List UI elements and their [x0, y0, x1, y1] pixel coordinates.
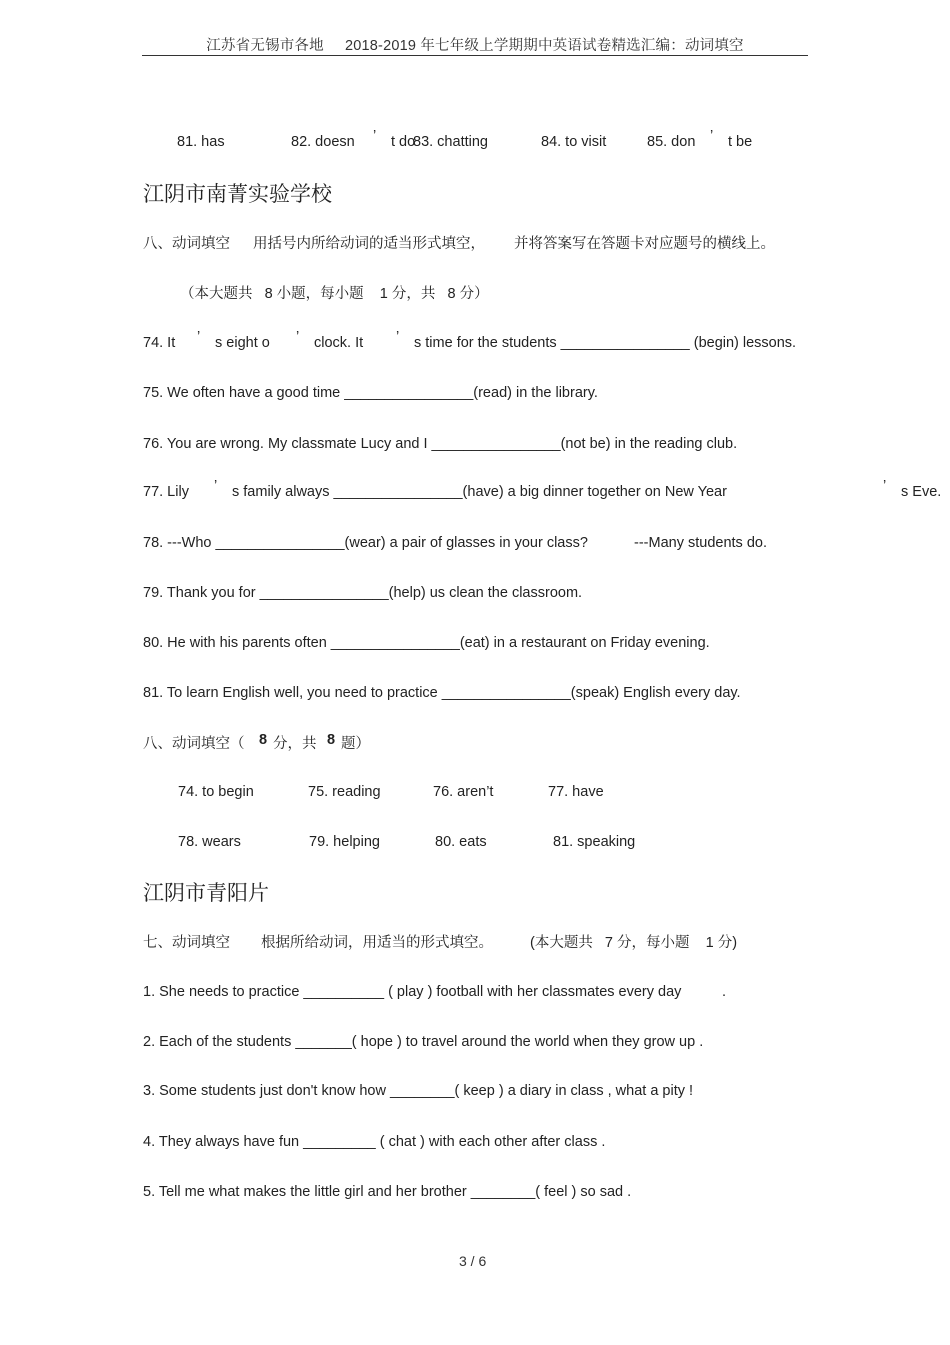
section2-instruction-a: 七、动词填空: [143, 935, 230, 951]
page-number: 3 / 6: [459, 1253, 487, 1269]
q74-apostrophe3: ’: [396, 329, 400, 345]
question-79: 79. Thank you for ________________(help) us clean the classroom.: [143, 585, 583, 601]
answer-79: 79. helping: [309, 834, 380, 850]
question-s2-4: 4. They always have fun _________ ( chat ) with each other after class .: [143, 1134, 606, 1150]
header-left: 江苏省无锡市各地: [206, 38, 324, 54]
answer-75: 75. reading: [308, 784, 381, 800]
page-header: [142, 34, 808, 55]
answer-74: 74. to begin: [178, 784, 254, 800]
section1-instruction-a: 八、动词填空: [143, 236, 230, 252]
section2-instruction-c: (本大题共 7 分，每小题 1 分): [530, 935, 738, 951]
answer-title-e: 题）: [341, 736, 370, 752]
q77-apostrophe1: ’: [214, 478, 218, 494]
q77-part2: s family always ________________(have) a big dinner together on New Year: [232, 484, 727, 500]
answer-title-d: 8: [327, 732, 336, 748]
q74-part2: s eight o: [215, 335, 270, 351]
answer-78: 78. wears: [178, 834, 241, 850]
question-s2-2: 2. Each of the students _______( hope ) to travel around the world when they grow up .: [143, 1034, 704, 1050]
answer-84: 84. to visit: [541, 134, 607, 150]
question-76: 76. You are wrong. My classmate Lucy and I ________________(not be) in the reading club.: [143, 436, 738, 452]
answer-82-part2: t do: [391, 134, 416, 150]
q77-part1: 77. Lily: [143, 484, 189, 500]
answer-81: 81. has: [177, 134, 225, 150]
section2-instruction-b: 根据所给动词，用适当的形式填空。: [261, 935, 493, 951]
answer-85-part1: 85. don: [647, 134, 696, 150]
s2-q1-text: 1. She needs to practice __________ ( play ) football with her classmates every day: [143, 984, 682, 1000]
answer-title-c: 分，共: [273, 736, 317, 752]
answer-title-a: 八、动词填空（: [143, 736, 245, 752]
header-rule: [142, 55, 808, 56]
section1-heading: 江阴市南菁实验学校: [143, 182, 332, 206]
s2-q1-period: .: [722, 984, 727, 1000]
answer-76: 76. aren’t: [433, 784, 494, 800]
q78-question: 78. ---Who ________________(wear) a pair of glasses in your class?: [143, 535, 588, 551]
q74-part4: s time for the students ________________ (begin) lessons.: [414, 335, 797, 351]
q77-part3: s Eve.: [901, 484, 942, 500]
q78-reply: ---Many students do.: [634, 535, 767, 551]
answer-85-part2: t be: [728, 134, 753, 150]
q74-apostrophe2: ’: [296, 329, 300, 345]
question-s2-3: 3. Some students just don't know how ________( keep ) a diary in class , what a pity !: [143, 1083, 694, 1099]
answer-82-apostrophe: ’: [373, 128, 377, 144]
q74-part3: clock. It: [314, 335, 364, 351]
question-s2-5: 5. Tell me what makes the little girl and her brother ________( feel ) so sad .: [143, 1184, 632, 1200]
header-right: 2018-2019 年七年级上学期期中英语试卷精选汇编：动词填空: [344, 38, 744, 54]
answer-85-apostrophe: ’: [710, 128, 714, 144]
question-75: 75. We often have a good time ________________(read) in the library.: [143, 385, 598, 401]
answer-83: 83. chatting: [413, 134, 488, 150]
q74-part1: 74. It: [143, 335, 176, 351]
answer-81: 81. speaking: [553, 834, 636, 850]
question-81: 81. To learn English well, you need to practice ________________(speak) English every day.: [143, 685, 741, 701]
answer-77: 77. have: [548, 784, 604, 800]
answer-80: 80. eats: [435, 834, 487, 850]
q74-apostrophe1: ’: [197, 329, 201, 345]
question-80: 80. He with his parents often ________________(eat) in a restaurant on Friday evening.: [143, 635, 710, 651]
answer-title-b: 8: [259, 732, 268, 748]
section1-instruction-b: 用括号内所给动词的适当形式填空，: [253, 236, 485, 252]
answer-82-part1: 82. doesn: [291, 134, 355, 150]
section1-instruction-c: 并将答案写在答题卡对应题号的横线上。: [514, 236, 775, 252]
q77-apostrophe2: ’: [883, 478, 887, 494]
section1-note: （本大题共 8 小题，每小题 1 分，共 8 分）: [180, 286, 489, 302]
section2-heading: 江阴市青阳片: [143, 881, 269, 905]
